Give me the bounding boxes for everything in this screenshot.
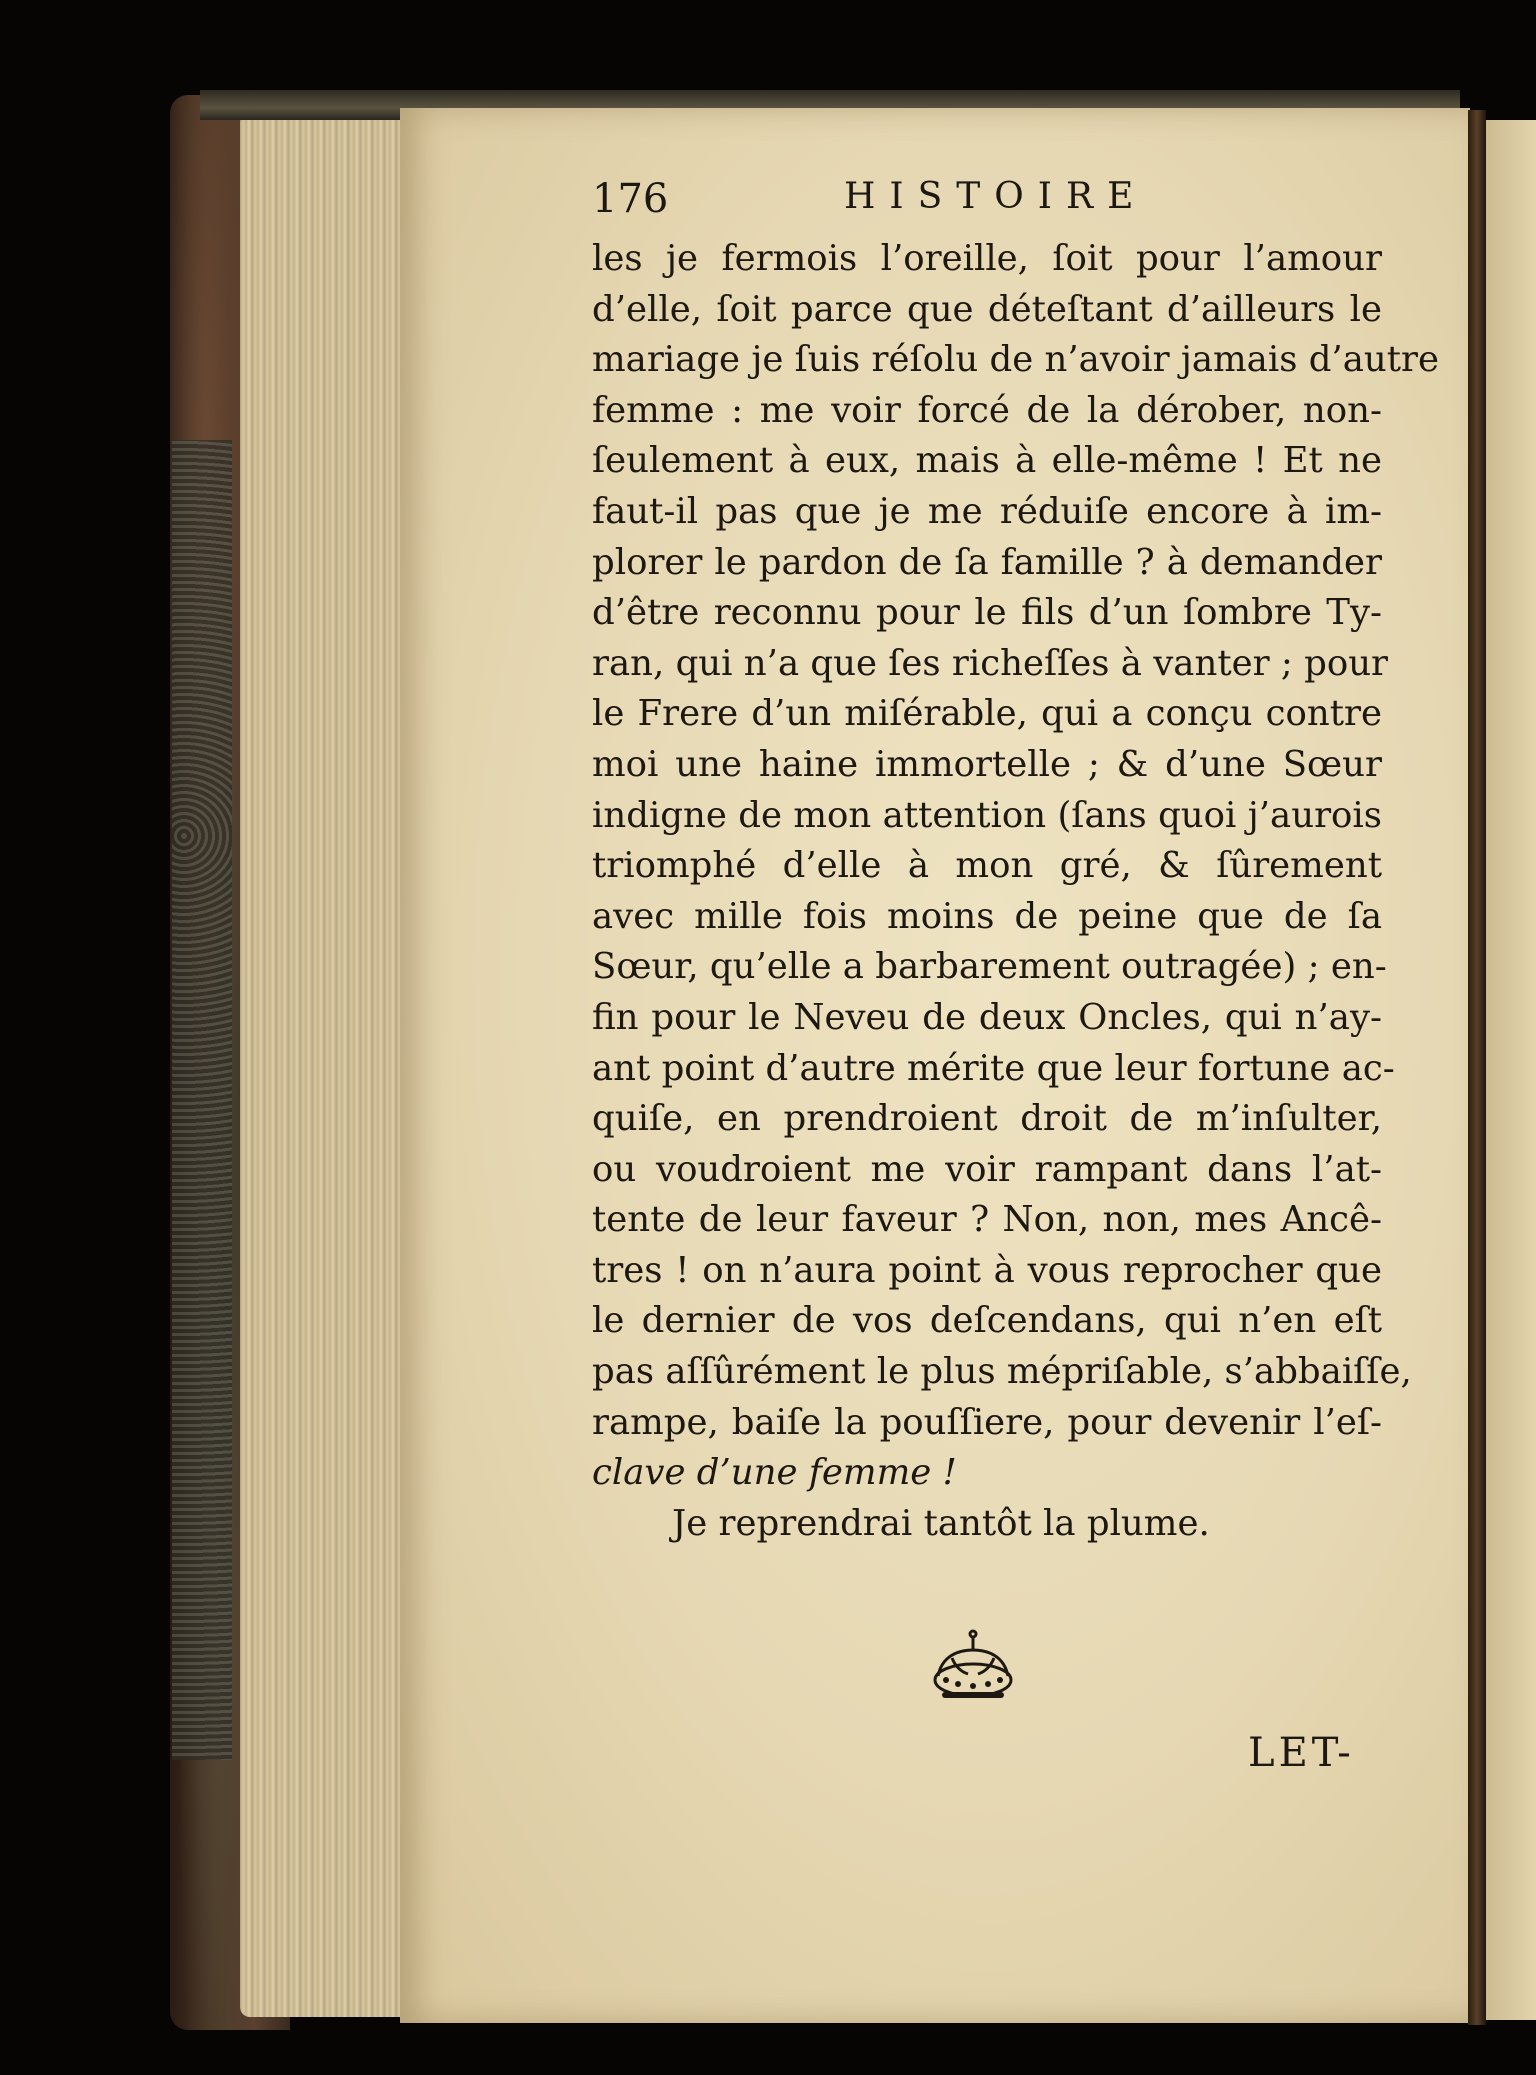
text-line: les je fermois l’oreille, ſoit pour l’amour bbox=[592, 238, 1382, 279]
running-head-title: HISTOIRE bbox=[844, 176, 1148, 217]
text-line: moi une haine immortelle ; & d’une Sœur bbox=[592, 743, 1382, 785]
text-line: plorer le pardon de ſa famille ? à demander bbox=[592, 541, 1382, 583]
text-line: faut-il pas que je me réduiſe encore à im- bbox=[592, 490, 1382, 532]
text-line: quiſe, en prendroient droit de m’inſulter, bbox=[592, 1098, 1382, 1140]
text-line: triomphé d’elle à mon gré, & ſûrement bbox=[592, 845, 1382, 887]
closing-line: Je reprendrai tantôt la plume. bbox=[672, 1502, 1210, 1544]
running-head bbox=[592, 176, 1382, 236]
body-text bbox=[592, 234, 1439, 1549]
text-line: femme : me voir forcé de la dérober, non- bbox=[592, 389, 1382, 431]
text-line: le dernier de vos deſcendans, qui n’en eſt bbox=[592, 1300, 1382, 1342]
facing-page-edge bbox=[1486, 120, 1536, 2020]
text-line: avec mille fois moins de peine que de ſa bbox=[592, 895, 1382, 937]
page-text bbox=[592, 176, 1439, 1549]
text-line: Sœur, qu’elle a barbarement outragée) ; en- bbox=[592, 946, 1387, 988]
text-line: ant point d’autre mérite que leur fortune ac- bbox=[592, 1047, 1395, 1089]
text-line: ſeulement à eux, mais à elle-même ! Et ne bbox=[592, 440, 1382, 482]
text-line: ou voudroient me voir rampant dans l’at- bbox=[592, 1148, 1382, 1190]
page-stack-edges bbox=[240, 112, 410, 2017]
text-line: ran, qui n’a que ſes richeſſes à vanter ; pour bbox=[592, 642, 1389, 684]
text-line: tres ! on n’aura point à vous reprocher que bbox=[592, 1249, 1382, 1291]
marbled-cover-edge bbox=[172, 440, 232, 1760]
text-line: d’elle, ſoit parce que déteſtant d’ailleurs le bbox=[592, 288, 1382, 330]
catchword: LET- bbox=[1248, 1730, 1355, 1776]
text-line: fin pour le Neveu de deux Oncles, qui n’ay- bbox=[592, 996, 1382, 1038]
text-line: tente de leur faveur ? Non, non, mes Ancê- bbox=[592, 1199, 1382, 1241]
text-line-italic: clave d’une femme ! bbox=[592, 1452, 957, 1494]
text-line: rampe, baiſe la pouſſiere, pour devenir l’eſ- bbox=[592, 1401, 1382, 1443]
text-line: mariage je ſuis réſolu de n’avoir jamais d’autre bbox=[592, 339, 1439, 381]
crown-ornament-icon bbox=[928, 1628, 1018, 1708]
text-line: pas aſſûrément le plus mépriſable, s’abbaiſſe, bbox=[592, 1351, 1412, 1393]
text-line: d’être reconnu pour le fils d’un ſombre Ty- bbox=[592, 592, 1382, 634]
page-number: 176 bbox=[592, 176, 669, 222]
text-line: indigne de mon attention (ſans quoi j’aurois bbox=[592, 794, 1382, 836]
book-gutter bbox=[1468, 110, 1486, 2025]
text-line: le Frere d’un miſérable, qui a conçu contre bbox=[592, 693, 1382, 735]
